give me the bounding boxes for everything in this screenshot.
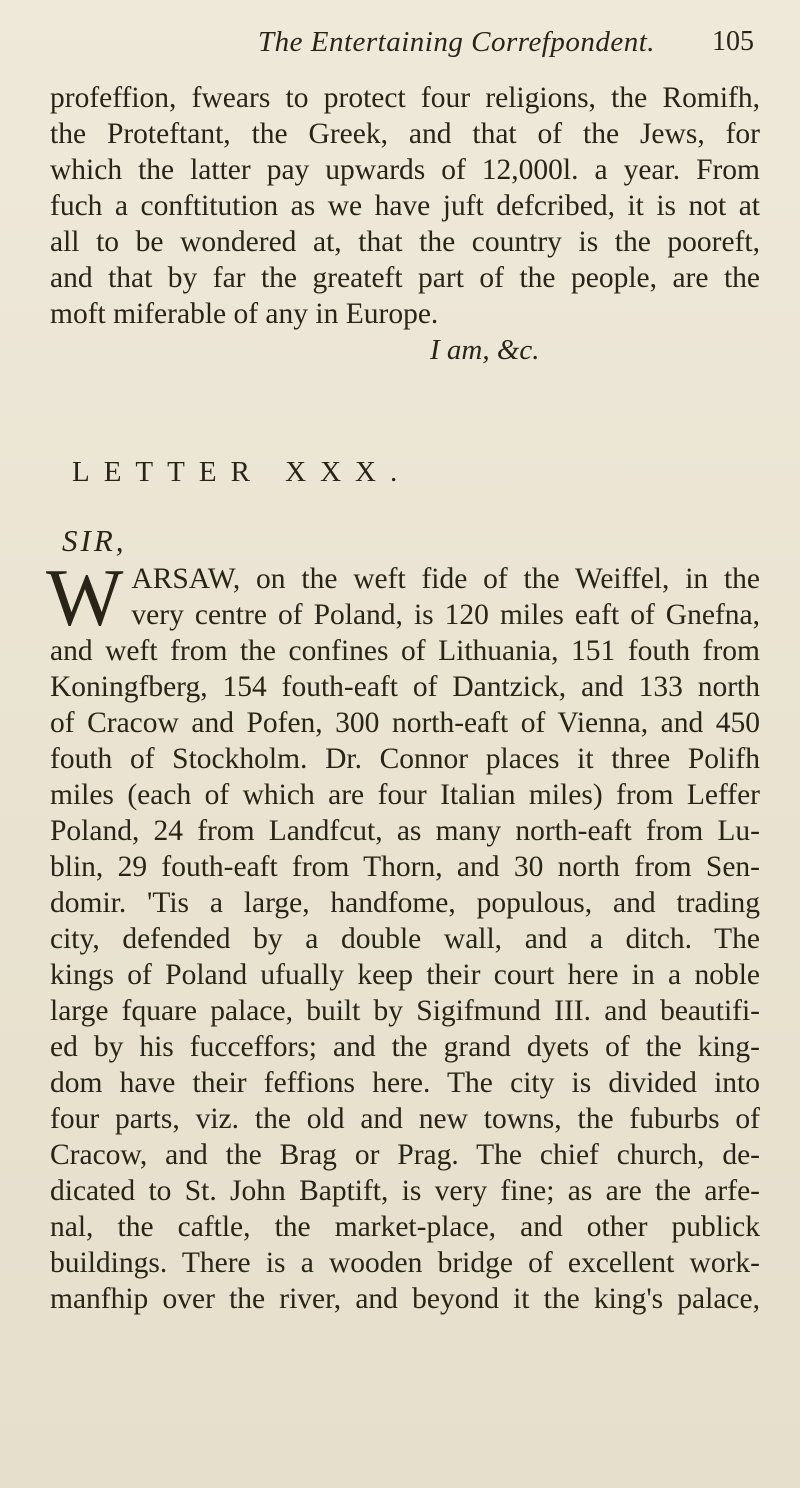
- text-line: very centre of Poland, is 120 miles eaft of Gnefna,: [131, 599, 760, 631]
- text-line: fouth of Stockholm. Dr. Connor places it three Polifh: [50, 743, 760, 775]
- text-line: fuch a conftitution as we have juft defcribed, it is not at: [50, 190, 760, 222]
- text-line: dicated to St. John Baptift, is very fine; as are the arfe-: [50, 1175, 760, 1207]
- text-line: ed by his fucceffors; and the grand dyets of the king-: [50, 1031, 760, 1063]
- text-line: Koningfberg, 154 fouth-eaft of Dantzick, and 133 north: [50, 671, 760, 703]
- text-line: four parts, viz. the old and new towns, the fuburbs of: [50, 1103, 760, 1135]
- text-line: Cracow, and the Brag or Prag. The chief church, de-: [50, 1139, 760, 1171]
- intro-paragraph: [50, 80, 760, 332]
- text-line: ARSAW, on the weft fide of the Weiffel, in the: [131, 563, 760, 595]
- salutation: SIR,: [62, 523, 127, 558]
- letter-closing: I am, &c.: [430, 334, 540, 366]
- text-line: kings of Poland ufually keep their court here in a noble: [50, 959, 760, 991]
- letter-heading: LETTER XXX.: [72, 456, 412, 488]
- text-line: and weft from the confines of Lithuania, 151 fouth from: [50, 635, 760, 667]
- text-line: which the latter pay upwards of 12,000l. a year. From: [50, 154, 760, 186]
- text-line: miles (each of which are four Italian miles) from Leffer: [50, 779, 760, 811]
- running-head: [0, 14, 800, 58]
- text-line: large fquare palace, built by Sigifmund III. and beautifi-: [50, 995, 760, 1027]
- letter-body: [46, 552, 760, 1317]
- text-line: Poland, 24 from Landfcut, as many north-eaft from Lu-: [50, 815, 760, 847]
- text-line: domir. 'Tis a large, handfome, populous, and trading: [50, 887, 760, 919]
- text-line: of Cracow and Pofen, 300 north-eaft of Vienna, and 450: [50, 707, 760, 739]
- text-line: and that by far the greateft part of the people, are the: [50, 262, 760, 294]
- text-line: buildings. There is a wooden bridge of excellent work-: [50, 1247, 760, 1279]
- text-line: dom have their feffions here. The city is divided into: [50, 1067, 760, 1099]
- page-number: 105: [712, 26, 754, 57]
- text-line: the Proteftant, the Greek, and that of the Jews, for: [50, 118, 760, 150]
- text-line: all to be wondered at, that the country is the pooreft,: [50, 226, 760, 258]
- text-line: manfhip over the river, and beyond it the king's palace,: [50, 1283, 760, 1315]
- drop-cap: W: [46, 552, 124, 643]
- text-line: blin, 29 fouth-eaft from Thorn, and 30 north from Sen-: [50, 851, 760, 883]
- text-line: nal, the caftle, the market-place, and other publick: [50, 1211, 760, 1243]
- text-line: profeffion, fwears to protect four religions, the Romifh,: [50, 82, 760, 114]
- text-line: moft miferable of any in Europe.: [50, 298, 439, 330]
- text-line: city, defended by a double wall, and a ditch. The: [50, 923, 760, 955]
- running-title: The Entertaining Correfpondent.: [258, 26, 656, 58]
